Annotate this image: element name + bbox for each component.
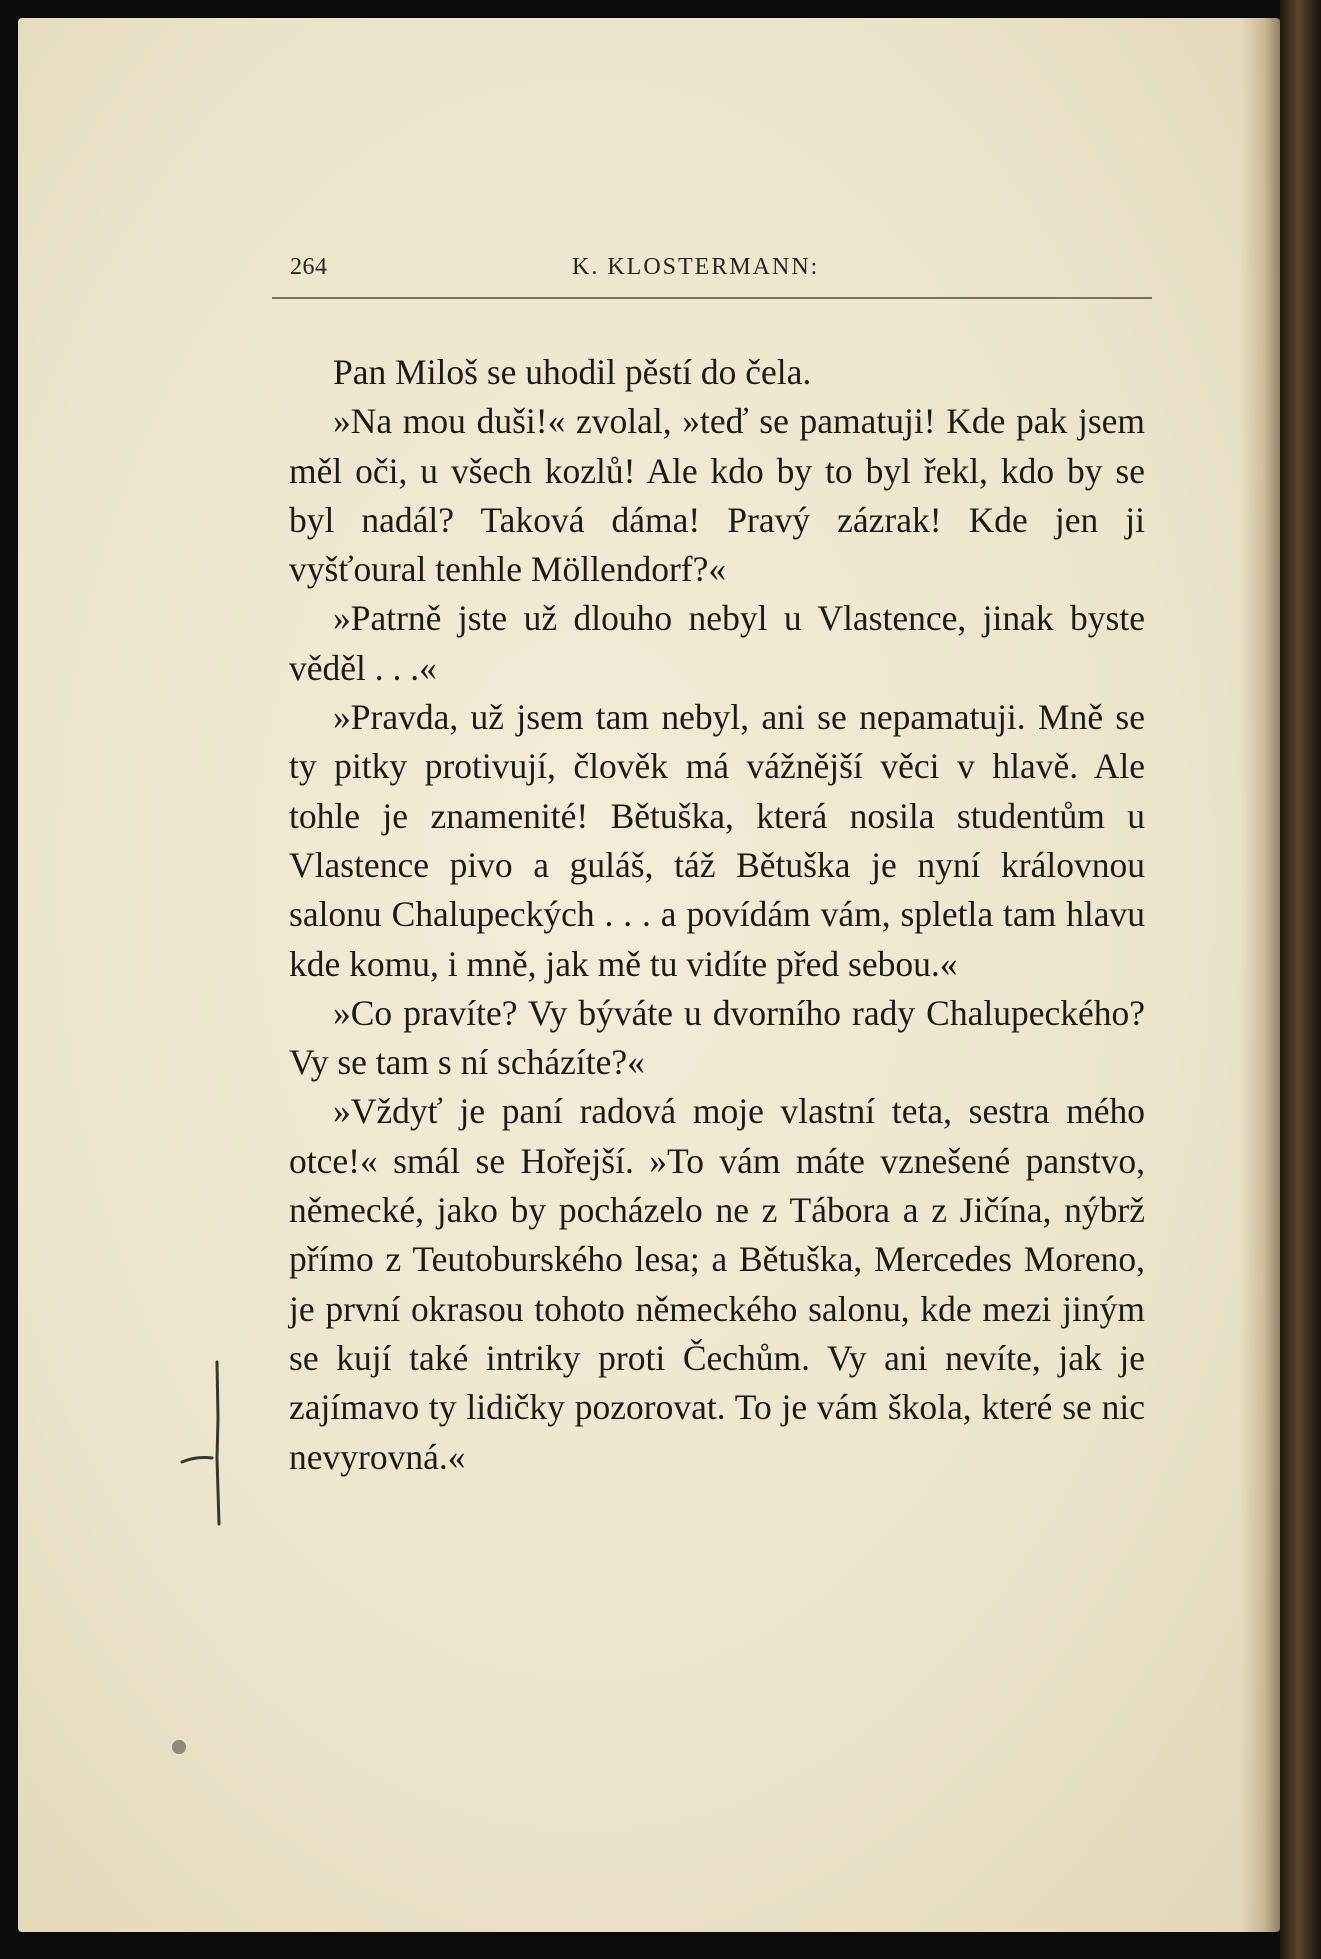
book-spine-edge (1280, 0, 1321, 1959)
paragraph: »Patrně jste už dlouho nebyl u Vlastence, jinak byste věděl . . .« (289, 598, 1145, 688)
header-rule (272, 297, 1152, 299)
ink-spot (172, 1740, 186, 1754)
paragraph: »Pravda, už jsem tam nebyl, ani se nepamatuji. Mně se ty pitky protivují, člověk má vážnější věci v hlavě. Ale tohle je znamenité! Bětuška, která nosila studentům u Vlastence pivo a guláš, táž Bětuška je nyní královnou salonu Chalupeckých . . . a povídám vám, spletla tam hlavu kde komu, i mně, jak mě tu vidíte před sebou.« (289, 697, 1145, 984)
page-header (272, 254, 1152, 300)
paragraph: Pan Miloš se uhodil pěstí do čela. (333, 352, 812, 392)
running-head: K. KLOSTERMANN: (572, 254, 820, 280)
paragraph: »Co pravíte? Vy býváte u dvorního rady Chalupeckého? Vy se tam s ní scházíte?« (289, 992, 1145, 1083)
page-gutter-shadow (1240, 18, 1280, 1932)
paragraph: »Na mou duši!« zvolal, »teď se pamatuji! Kde pak jsem měl oči, u všech kozlů! Ale kdo by to byl řekl, kdo by se byl nadál? Taková dáma! Pravý zázrak! Kde jen ji vyšťoural tenhle Möllendorf?« (289, 401, 1145, 590)
body-text (289, 348, 1145, 1482)
margin-pencil-mark (172, 1358, 232, 1528)
page-number: 264 (290, 254, 328, 280)
paragraph: »Vždyť je paní radová moje vlastní teta, sestra mého otce!« smál se Hořejší. »To vám máte vznešené panstvo, německé, jako by pocházelo ne z Tábora a z Jičína, nýbrž přímo z Teutoburského lesa; a Bětuška, Mercedes Moreno, je první okrasou tohoto německého salonu, kde mezi jiným se kují také intriky proti Čechům. Vy ani nevíte, jak je zajímavo ty lidičky pozorovat. To je vám škola, které se nic nevyrovná.« (289, 1091, 1145, 1477)
